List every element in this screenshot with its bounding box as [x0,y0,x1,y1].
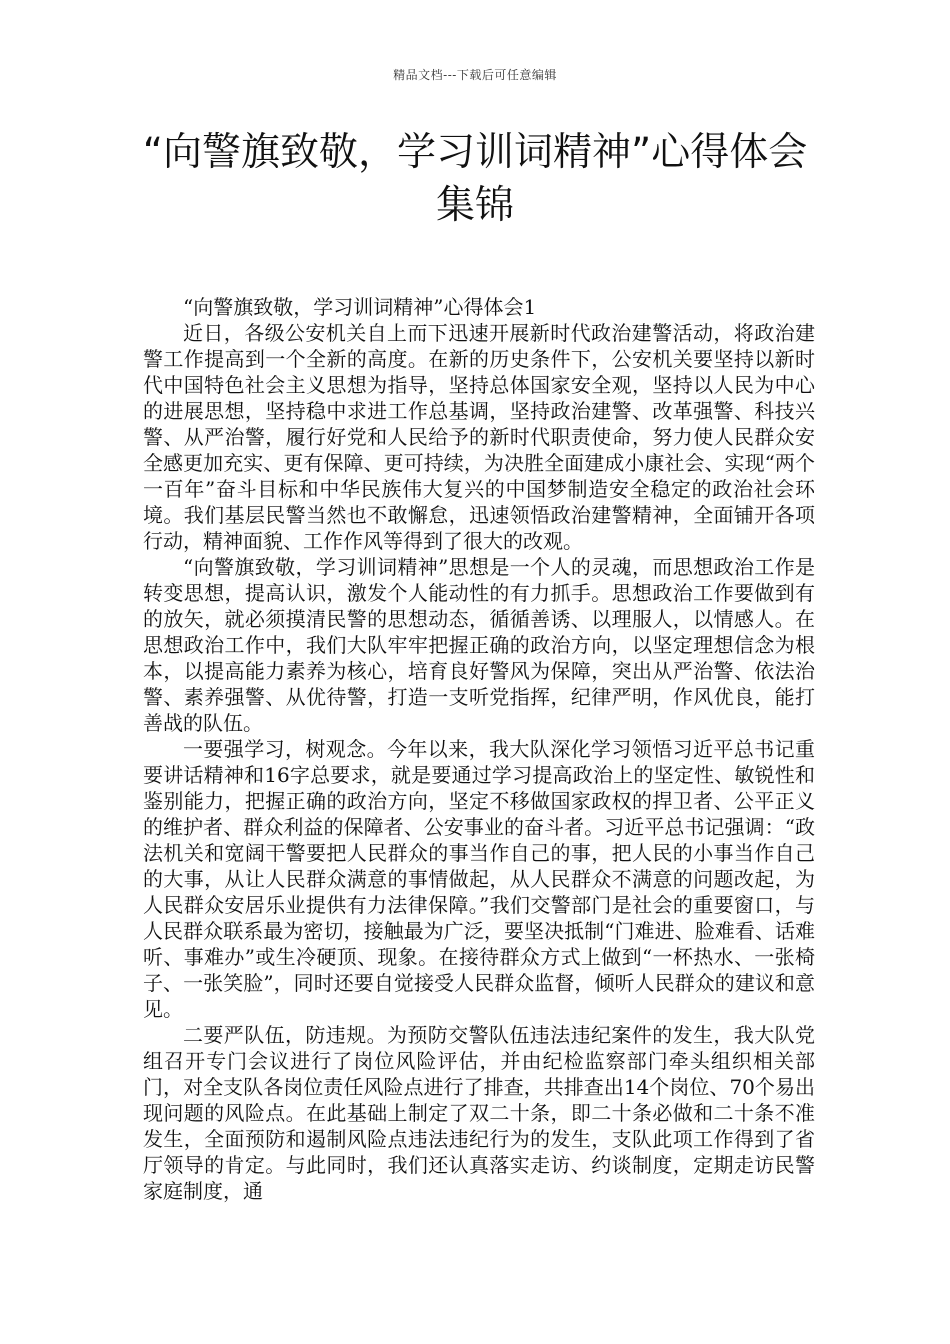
paragraph: 近日，各级公安机关自上而下迅速开展新时代政治建警活动，将政治建警工作提高到一个全新的高度。在新的历史条件下，公安机关要坚持以新时代中国特色社会主义思想为指导，坚持总体国家安全观，坚持以人民为中心的进展思想，坚持稳中求进工作总基调，坚持政治建警、改革强警、科技兴警、从严治警，履行好党和人民给予的新时代职责使命，努力使人民群众安全感更加充实、更有保障、更可持续，为决胜全面建成小康社会、实现“两个一百年”奋斗目标和中华民族伟大复兴的中国梦制造安全稳定的政治社会环境。我们基层民警当然也不敢懈怠，迅速领悟政治建警精神，全面铺开各项行动，精神面貌、工作作风等得到了很大的改观。 [143,321,815,553]
paragraph: 二要严队伍，防违规。为预防交警队伍违法违纪案件的发生，我大队党组召开专门会议进行了岗位风险评估，并由纪检监察部门牵头组织相关部门，对全支队各岗位责任风险点进行了排查，共排查出14个岗位、70个易出现问题的风险点。在此基础上制定了双二十条，即二十条必做和二十条不准发生，全面预防和遏制风险点违法违纪行为的发生，支队此项工作得到了省厅领导的肯定。与此同时，我们还认真落实走访、约谈制度，定期走访民警家庭制度，通 [143,1023,815,1203]
document-title: “向警旗致敬，学习训词精神”心得体会集锦 [142,130,808,228]
paragraph: 一要强学习，树观念。今年以来，我大队深化学习领悟习近平总书记重要讲话精神和16字总要求，就是要通过学习提高政治上的坚定性、敏锐性和鉴别能力，把握正确的政治方向，坚定不移做国家政权的捍卫者、公平正义的维护者、群众利益的保障者、公安事业的奋斗者。习近平总书记强调：“政法机关和宽阔干警要把人民群众的事当作自己的事，把人民的小事当作自己的大事，从让人民群众满意的事情做起，从人民群众不满意的问题改起，为人民群众安居乐业提供有力法律保障。”我们交警部门是社会的重要窗口，与人民群众联系最为密切，接触最为广泛，要坚决抵制“门难进、脸难看、话难听、事难办”或生冷硬顶、现象。在接待群众方式上做到“一杯热水、一张椅子、一张笑脸”，同时还要自觉接受人民群众监督，倾听人民群众的建议和意见。 [143,737,815,1021]
paragraph: “向警旗致敬，学习训词精神”思想是一个人的灵魂，而思想政治工作是转变思想，提高认识，激发个人能动性的有力抓手。思想政治工作要做到有的放矢，就必须摸清民警的思想动态，循循善诱、以理服人，以情感人。在思想政治工作中，我们大队牢牢把握正确的政治方向，以坚定理想信念为根本，以提高能力素养为核心，培育良好警风为保障，突出从严治警、依法治警、素养强警、从优待警，打造一支听党指挥，纪律严明，作风优良，能打善战的队伍。 [143,555,815,735]
section-heading: “向警旗致敬，学习训词精神”心得体会1 [183,295,537,319]
document-body [143,294,815,1204]
header-note: 精品文档---下载后可任意编辑 [393,68,557,82]
